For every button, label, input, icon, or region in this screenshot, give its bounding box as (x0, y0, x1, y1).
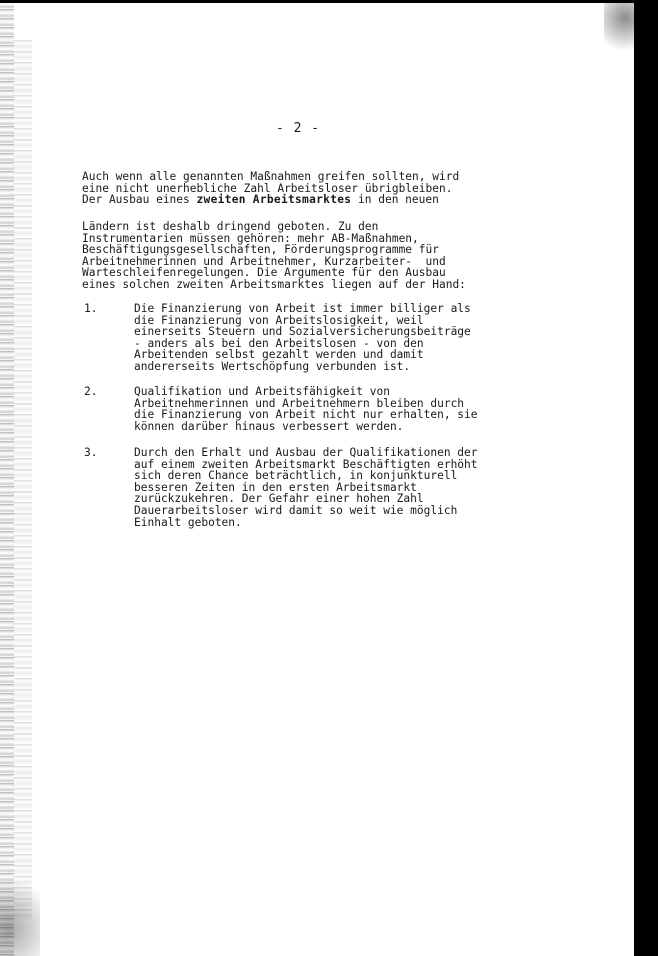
paragraph-line: Warteschleifenregelungen. Die Argumente für den Ausbau (82, 266, 446, 280)
list-line: Durch den Erhalt und Ausbau der Qualifikationen der (134, 446, 478, 459)
list-line: Arbeitnehmerinnen und Arbeitnehmern bleiben durch (134, 396, 465, 410)
intro-bold-term: zweiten Arbeitsmarktes (196, 193, 352, 207)
list-line: - anders als bei den Arbeitslosen - von den (134, 336, 424, 350)
list-line: Die Finanzierung von Arbeit ist immer billiger als (134, 302, 471, 315)
list-item-number: 1. (84, 302, 98, 315)
paragraph-line: Instrumentarien müssen gehören: mehr AB-Maßnahmen, (82, 231, 419, 245)
list-item-text (134, 303, 471, 373)
intro-line: Auch wenn alle genannten Maßnahmen greifen sollten, wird (82, 170, 460, 183)
list-line: die Finanzierung von Arbeit nicht nur erhalten, sie (134, 408, 478, 422)
paragraph-line: Arbeitnehmerinnen und Arbeitnehmer, Kurzarbeiter- und (82, 254, 446, 268)
list-line: sich deren Chance beträchtlich, in konjunkturell (134, 469, 458, 483)
intro-paragraph (82, 171, 459, 206)
paragraph-line: Ländern ist deshalb dringend geboten. Zu den (82, 220, 379, 233)
scan-top-edge (0, 0, 658, 3)
paragraph-line: Beschäftigungsgesellschaften, Förderungsprogramme für (82, 243, 439, 257)
intro-line: eine nicht unerhebliche Zahl Arbeitsloser übrigbleiben. (82, 181, 453, 195)
list-line: andererseits Wertschöpfung verbunden ist. (134, 359, 411, 373)
scan-bottom-left-shadow (0, 866, 40, 956)
list-item-number: 2. (84, 385, 98, 398)
list-line: auf einem zweiten Arbeitsmarkt Beschäftigten erhöht (134, 457, 478, 471)
scan-left-edge (0, 0, 14, 956)
list-item-number: 3. (84, 446, 98, 459)
list-line: können darüber hinaus verbessert werden. (134, 419, 404, 433)
arguments-paragraph (82, 221, 466, 291)
intro-line-end: in den neuen (351, 193, 439, 207)
list-line: Arbeitenden selbst gezahlt werden und damit (134, 348, 424, 362)
list-item-text (134, 386, 478, 432)
paragraph-line: eines solchen zweiten Arbeitsmarktes liegen auf der Hand: (82, 277, 466, 291)
list-line: einerseits Steuern und Sozialversicherungsbeiträge (134, 325, 471, 339)
list-line: die Finanzierung von Arbeitslosigkeit, weil (134, 313, 424, 327)
page-number: - 2 - (276, 121, 321, 136)
scan-left-noise (14, 40, 32, 920)
list-line: zurückzukehren. Der Gefahr einer hohen Zahl (134, 492, 424, 506)
list-line: besseren Zeiten in den ersten Arbeitsmarkt (134, 480, 417, 494)
intro-line-start: Der Ausbau eines (82, 193, 197, 207)
scan-corner-blot (604, 0, 634, 60)
list-line: Dauerarbeitsloser wird damit so weit wie möglich (134, 503, 458, 517)
list-item-text (134, 447, 478, 528)
scan-right-edge (634, 0, 658, 956)
list-line: Qualifikation und Arbeitsfähigkeit von (134, 385, 390, 398)
list-line: Einhalt geboten. (134, 515, 242, 529)
